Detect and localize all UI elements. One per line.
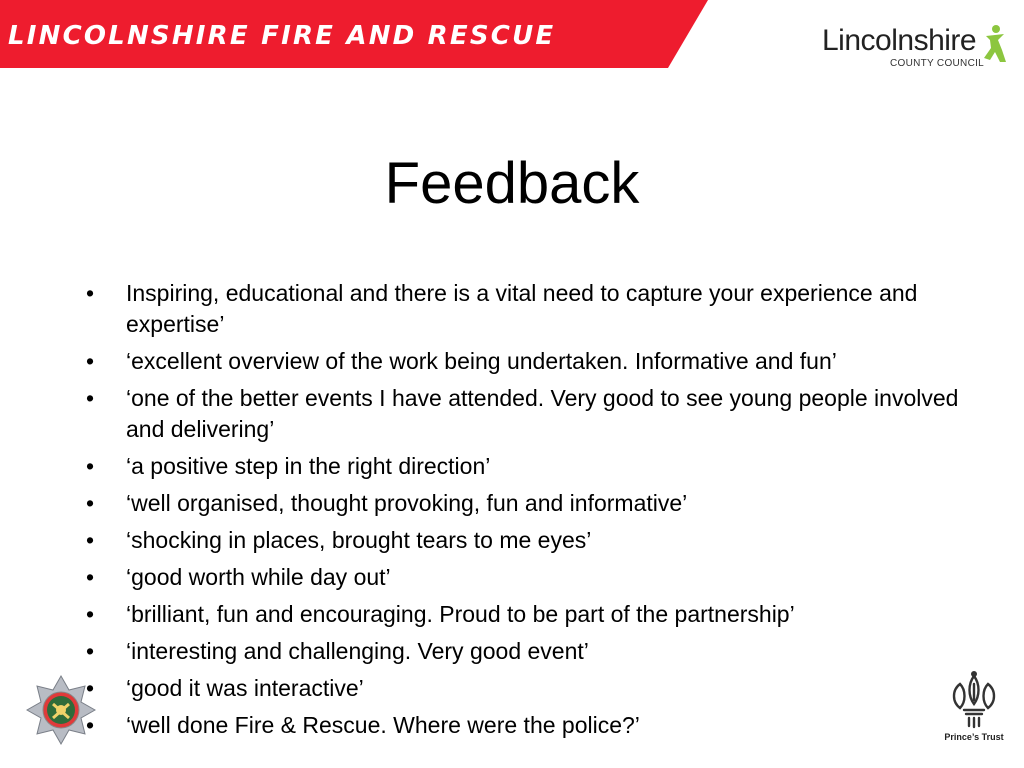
list-item: • ‘excellent overview of the work being undertaken. Informative and fun’ bbox=[86, 346, 966, 377]
slide-title: Feedback bbox=[384, 151, 640, 216]
list-item: • ‘good worth while day out’ bbox=[86, 562, 966, 593]
list-item: • ‘brilliant, fun and encouraging. Proud to be part of the partnership’ bbox=[86, 599, 966, 630]
header-banner bbox=[0, 0, 710, 68]
fire-service-crest-icon bbox=[26, 674, 96, 746]
council-name: Lincolnshire bbox=[822, 24, 977, 57]
princes-trust-logo bbox=[942, 670, 1006, 746]
list-item: • ‘interesting and challenging. Very good event’ bbox=[86, 636, 966, 667]
council-logo bbox=[818, 22, 1006, 74]
list-item: • ‘well organised, thought provoking, fun and informative’ bbox=[86, 488, 966, 519]
list-item: • ‘a positive step in the right direction’ bbox=[86, 451, 966, 482]
list-item: • ‘shocking in places, brought tears to me eyes’ bbox=[86, 525, 966, 556]
council-subtitle: COUNTY COUNCIL bbox=[890, 58, 985, 69]
banner-title: LINCOLNSHIRE FIRE AND RESCUE bbox=[8, 21, 556, 51]
list-item: • ‘good it was interactive’ bbox=[86, 673, 966, 704]
feedback-list bbox=[86, 278, 966, 747]
list-item: • ‘well done Fire & Rescue. Where were the police?’ bbox=[86, 710, 966, 741]
council-figure-icon bbox=[982, 22, 1008, 74]
princes-trust-feathers-icon bbox=[942, 670, 1006, 730]
princes-trust-label: Prince’s Trust bbox=[944, 732, 1004, 742]
list-item: • ‘one of the better events I have attended. Very good to see young people involved and delivering’ bbox=[86, 383, 966, 445]
list-item: • Inspiring, educational and there is a vital need to capture your experience and expertise’ bbox=[86, 278, 966, 340]
